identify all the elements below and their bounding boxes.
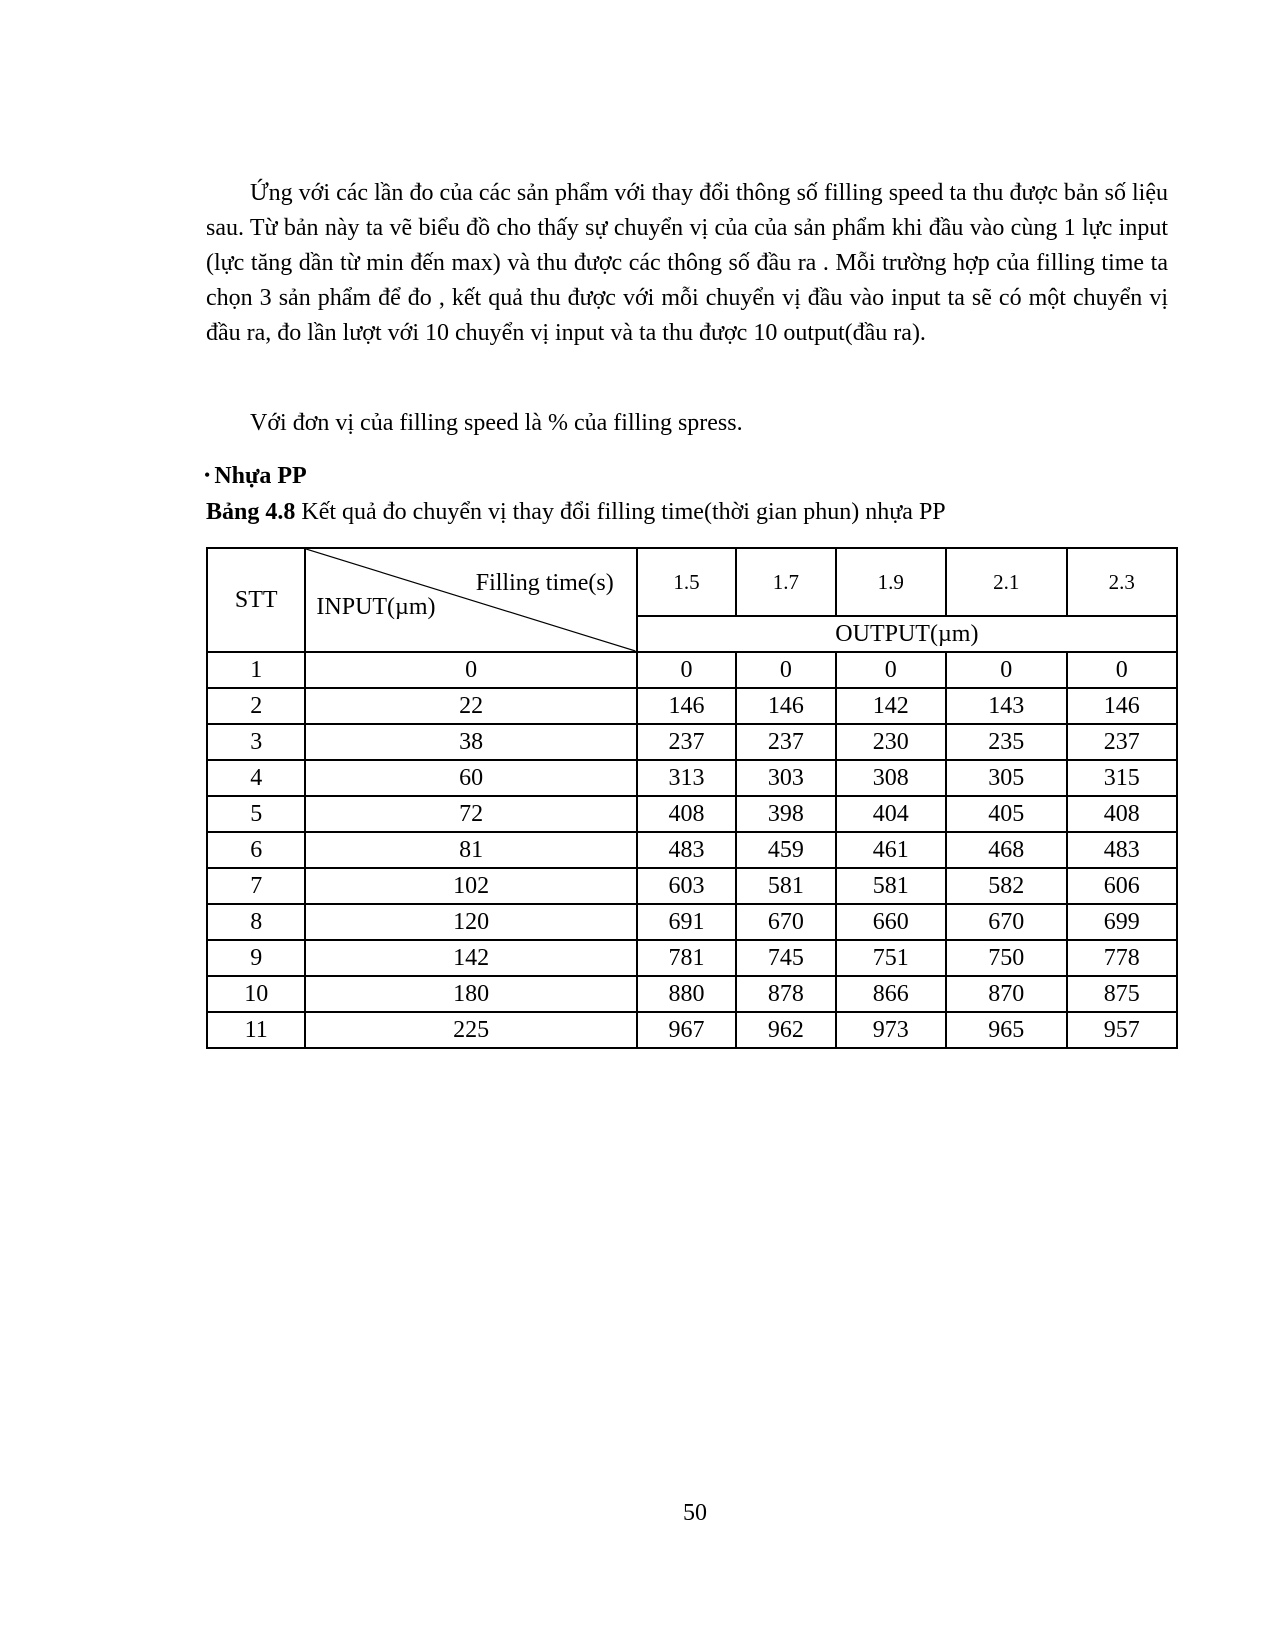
- table-row: [207, 904, 1177, 940]
- output-cell: 965: [946, 1012, 1066, 1048]
- output-cell: 0: [1067, 652, 1178, 688]
- table-row: [207, 652, 1177, 688]
- filling-time-value: 1.7: [736, 548, 835, 616]
- output-header: OUTPUT(µm): [637, 616, 1177, 652]
- stt-cell: 2: [207, 688, 305, 724]
- stt-cell: 11: [207, 1012, 305, 1048]
- output-cell: 0: [946, 652, 1066, 688]
- table-row: [207, 724, 1177, 760]
- output-cell: 699: [1067, 904, 1178, 940]
- output-cell: 670: [736, 904, 835, 940]
- output-cell: 303: [736, 760, 835, 796]
- output-cell: 237: [1067, 724, 1178, 760]
- stt-cell: 6: [207, 832, 305, 868]
- output-cell: 967: [637, 1012, 736, 1048]
- table-row: [207, 976, 1177, 1012]
- output-cell: 750: [946, 940, 1066, 976]
- output-cell: 0: [736, 652, 835, 688]
- output-cell: 581: [736, 868, 835, 904]
- output-cell: 582: [946, 868, 1066, 904]
- output-cell: 308: [836, 760, 946, 796]
- input-cell: 102: [305, 868, 636, 904]
- table-row: [207, 940, 1177, 976]
- table-caption-text: Kết quả đo chuyển vị thay đổi filling time(thời gian phun) nhựa PP: [295, 499, 946, 525]
- table-caption: [206, 497, 946, 527]
- stt-cell: 4: [207, 760, 305, 796]
- stt-cell: 9: [207, 940, 305, 976]
- input-cell: 38: [305, 724, 636, 760]
- output-cell: 468: [946, 832, 1066, 868]
- stt-cell: 1: [207, 652, 305, 688]
- output-cell: 691: [637, 904, 736, 940]
- input-cell: 22: [305, 688, 636, 724]
- output-cell: 461: [836, 832, 946, 868]
- input-cell: 225: [305, 1012, 636, 1048]
- output-cell: 581: [836, 868, 946, 904]
- input-cell: 180: [305, 976, 636, 1012]
- output-cell: 962: [736, 1012, 835, 1048]
- output-cell: 751: [836, 940, 946, 976]
- filling-time-value: 2.1: [946, 548, 1066, 616]
- table-row: [207, 760, 1177, 796]
- table-caption-label: Bảng 4.8: [206, 499, 296, 525]
- output-cell: 745: [736, 940, 835, 976]
- stt-header: STT: [207, 548, 305, 652]
- table-header-row: [207, 548, 1177, 616]
- output-cell: 235: [946, 724, 1066, 760]
- output-cell: 0: [836, 652, 946, 688]
- output-cell: 142: [836, 688, 946, 724]
- output-cell: 660: [836, 904, 946, 940]
- output-cell: 146: [1067, 688, 1178, 724]
- stt-cell: 3: [207, 724, 305, 760]
- intro-paragraph: Ứng với các lần đo của các sản phẩm với thay đổi thông số filling speed ta thu được bản số liệu sau. Từ bản này ta vẽ biểu đồ cho thấy sự chuyển vị của của sản phẩm khi đầu vào cùng 1 lực input (lực tăng dần từ min đến max) và thu được các thông số đầu ra . Mỗi trường hợp của filling time ta chọn 3 sản phẩm để đo , kết quả thu được với mỗi chuyển vị đầu vào input ta sẽ có một chuyển vị đầu ra, đo lần lượt với 10 chuyển vị input và ta thu được 10 output(đầu ra).: [206, 180, 1168, 346]
- input-cell: 81: [305, 832, 636, 868]
- section-heading-text: Nhựa PP: [214, 463, 307, 489]
- output-cell: 398: [736, 796, 835, 832]
- filling-time-value: 1.9: [836, 548, 946, 616]
- unit-note-paragraph: Với đơn vị của filling speed là % của filling spress.: [250, 410, 743, 436]
- output-cell: 237: [736, 724, 835, 760]
- input-cell: 120: [305, 904, 636, 940]
- output-cell: 878: [736, 976, 835, 1012]
- measurement-table: [206, 547, 1178, 1049]
- output-cell: 305: [946, 760, 1066, 796]
- output-cell: 404: [836, 796, 946, 832]
- input-header: INPUT(µm): [316, 594, 436, 620]
- table-row: [207, 688, 1177, 724]
- output-cell: 606: [1067, 868, 1178, 904]
- output-cell: 315: [1067, 760, 1178, 796]
- page-number: 50: [683, 1500, 707, 1526]
- output-cell: 405: [946, 796, 1066, 832]
- output-cell: 0: [637, 652, 736, 688]
- output-cell: 778: [1067, 940, 1178, 976]
- output-cell: 146: [637, 688, 736, 724]
- output-cell: 973: [836, 1012, 946, 1048]
- table-row: [207, 868, 1177, 904]
- table-row: [207, 796, 1177, 832]
- output-cell: 408: [637, 796, 736, 832]
- diagonal-header-cell: [305, 548, 636, 652]
- output-cell: 230: [836, 724, 946, 760]
- input-cell: 0: [305, 652, 636, 688]
- output-cell: 880: [637, 976, 736, 1012]
- filling-time-value: 1.5: [637, 548, 736, 616]
- section-heading: [204, 460, 307, 491]
- input-cell: 60: [305, 760, 636, 796]
- stt-cell: 5: [207, 796, 305, 832]
- filling-time-value: 2.3: [1067, 548, 1178, 616]
- input-cell: 142: [305, 940, 636, 976]
- output-cell: 237: [637, 724, 736, 760]
- output-cell: 143: [946, 688, 1066, 724]
- output-cell: 483: [1067, 832, 1178, 868]
- output-cell: 870: [946, 976, 1066, 1012]
- output-cell: 146: [736, 688, 835, 724]
- output-cell: 408: [1067, 796, 1178, 832]
- bullet-icon: •: [204, 465, 211, 485]
- table-row: [207, 1012, 1177, 1048]
- stt-cell: 7: [207, 868, 305, 904]
- input-cell: 72: [305, 796, 636, 832]
- output-cell: 875: [1067, 976, 1178, 1012]
- stt-cell: 10: [207, 976, 305, 1012]
- table-row: [207, 832, 1177, 868]
- output-cell: 957: [1067, 1012, 1178, 1048]
- output-cell: 866: [836, 976, 946, 1012]
- output-cell: 603: [637, 868, 736, 904]
- output-cell: 670: [946, 904, 1066, 940]
- output-cell: 459: [736, 832, 835, 868]
- output-cell: 781: [637, 940, 736, 976]
- filling-time-header: Filling time(s): [475, 570, 614, 596]
- output-cell: 313: [637, 760, 736, 796]
- stt-cell: 8: [207, 904, 305, 940]
- output-cell: 483: [637, 832, 736, 868]
